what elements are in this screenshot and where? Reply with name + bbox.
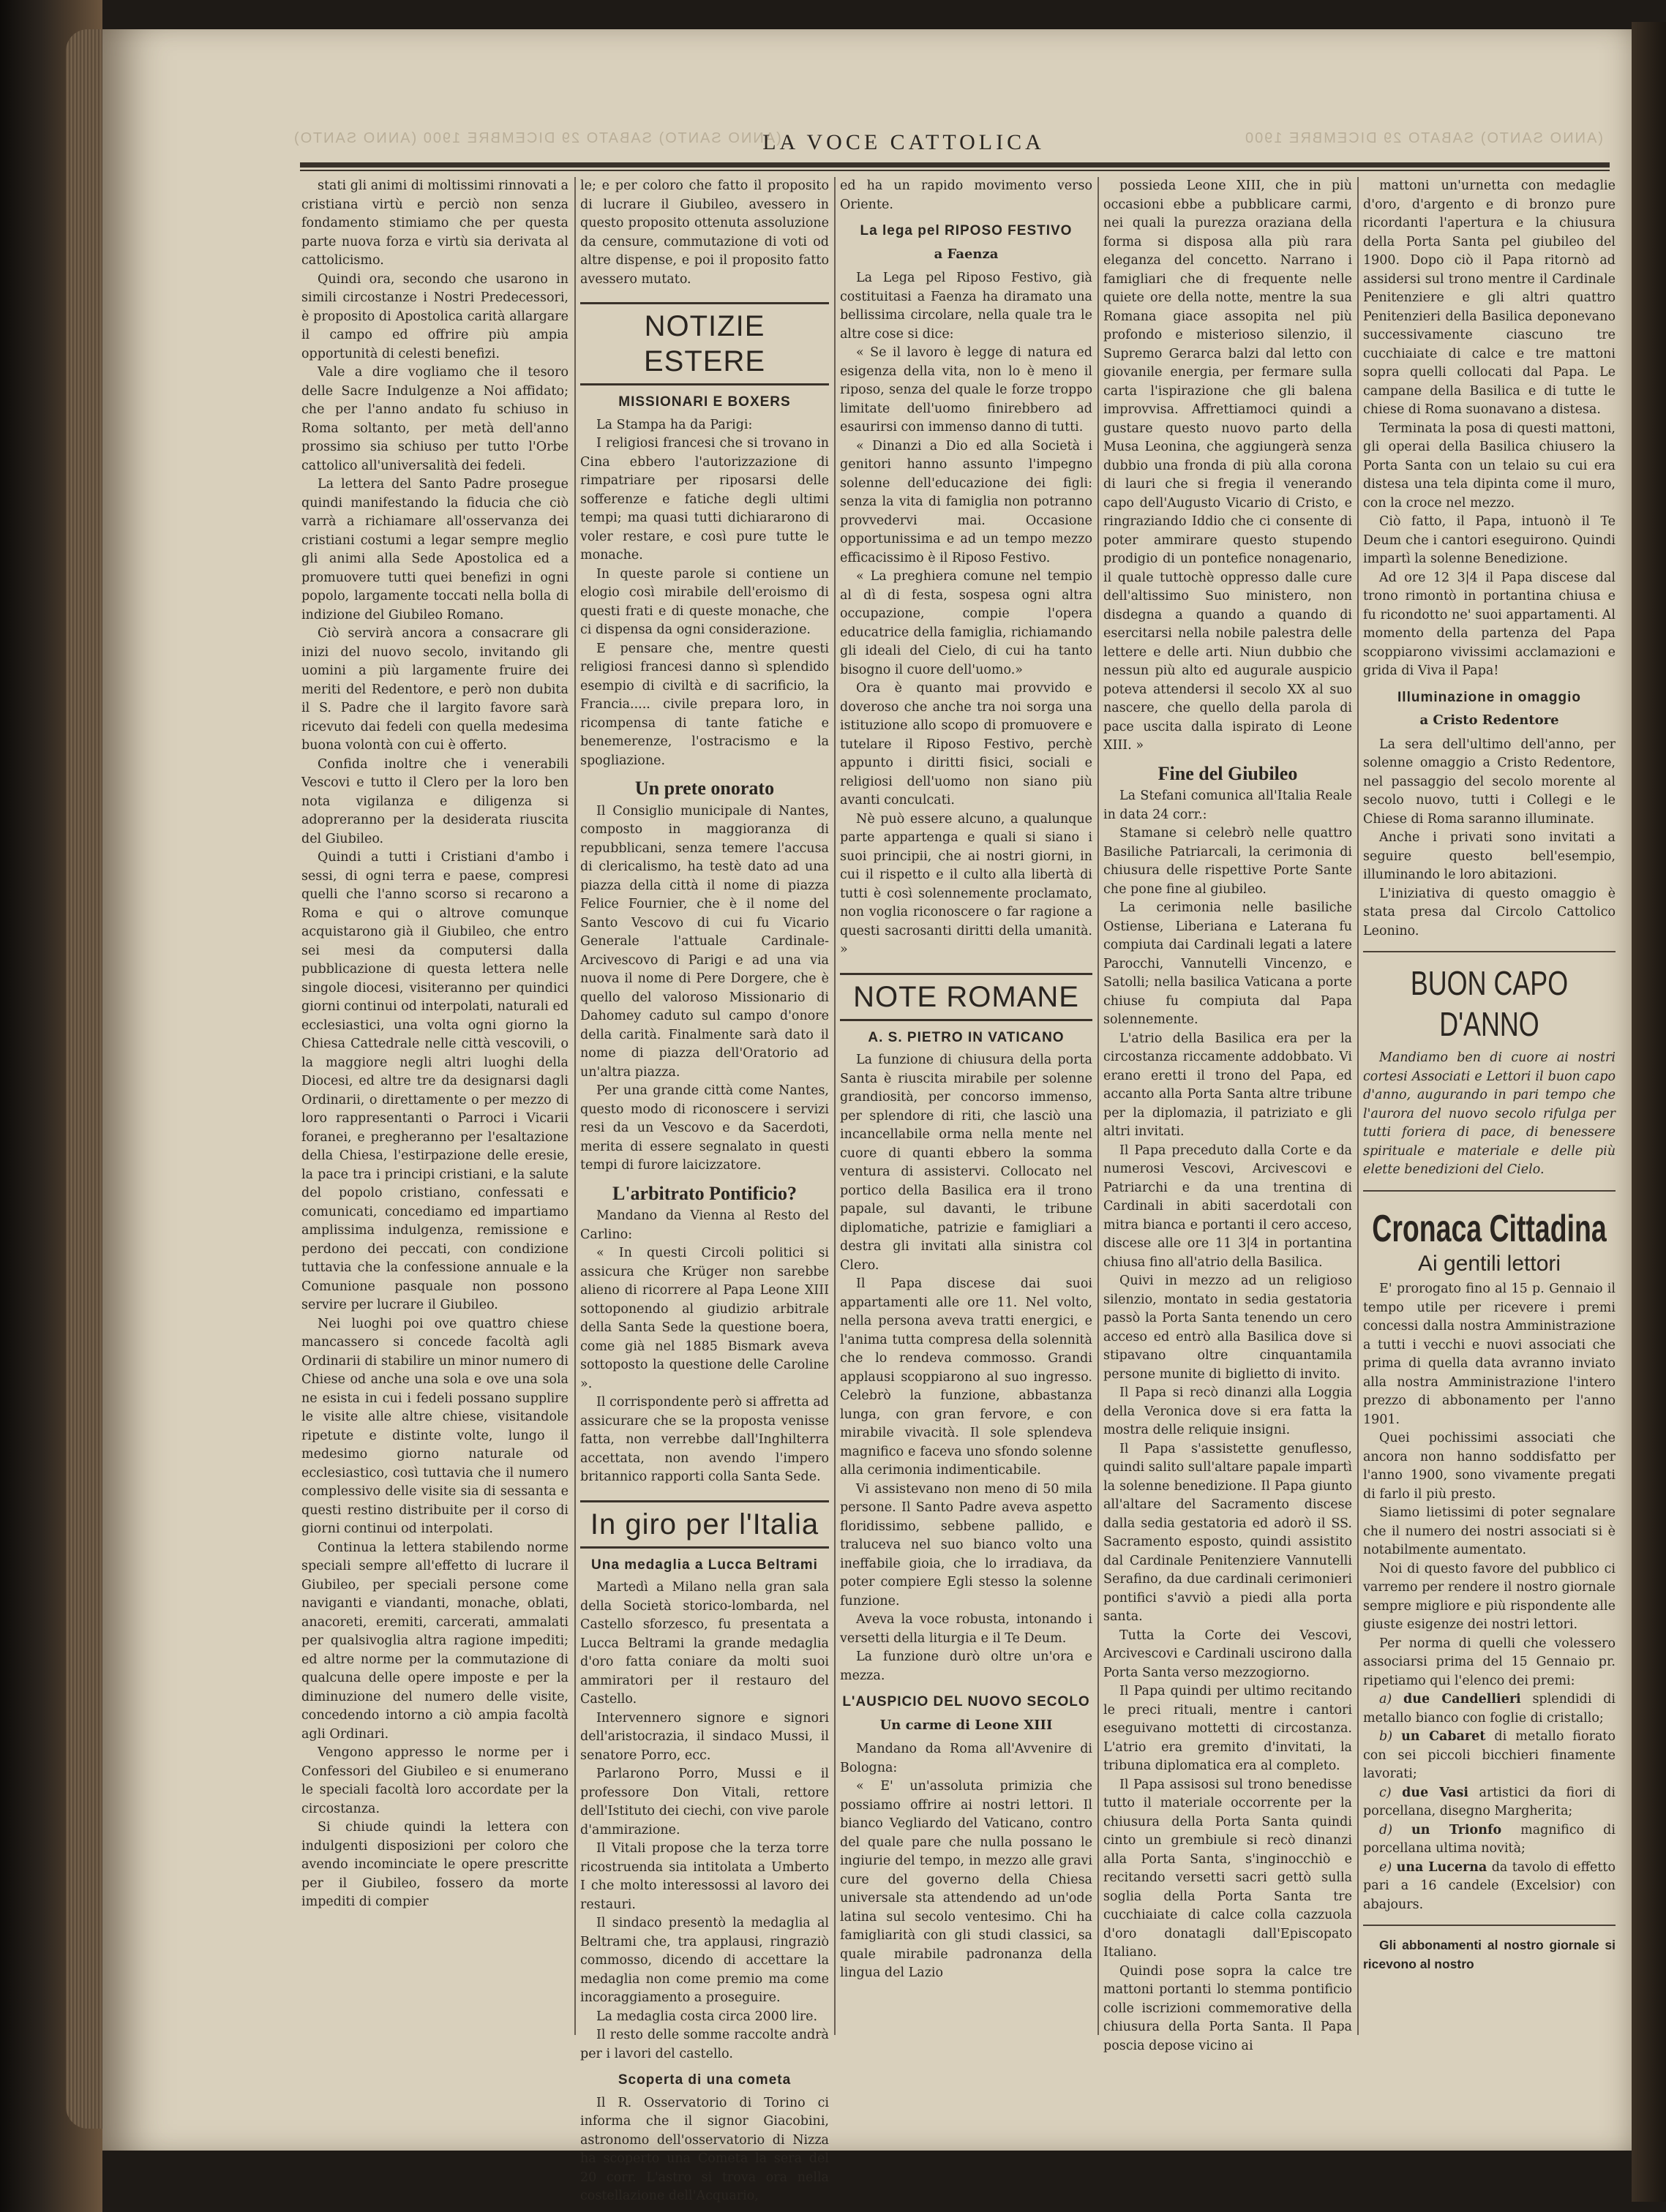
bleed-through-header-left: (ANNO SANTO) SABATO 29 DICEMBRE 1900 (ANNO SANTO) [293,130,781,146]
paragraph: Anche i privati sono invitati a seguire questo bell'esempio, illuminando le loro abitazioni. [1363,830,1616,882]
paragraph: « Dinanzi a Dio ed alla Società i genitori hanno assunto l'impegno solenne dell'educazione dei figli: senza la vita di famiglia non potranno provvedervi mai. Occasione opportunissima e ad un tempo mezzo efficacissimo è il Riposo Festivo. [840,438,1092,565]
paragraph: Si chiude quindi la lettera con indulgenti disposizioni per coloro che avendo incominciate le opere prescritte per il Giubileo, fossero da morte impediti di compier [301,1820,569,1909]
prize-item [1363,1728,1616,1784]
paragraph: Vale a dire vogliamo che il tesoro delle Sacre Indulgenze a Noi affidato; che per l'anno andato fu schiuso in Roma soltanto, per metà dell'anno prossimo sia schiuso per tutto l'Orbe cattolico all'universalità dei fedeli. [301,365,569,473]
prize-item [1363,1859,1616,1915]
paragraph: La Stampa ha da Parigi: [596,417,753,432]
paragraph: Quei pochissimi associati che ancora non hanno soddisfatto per l'anno 1900, sono vivamente pregati di farlo il più presto. [1363,1431,1616,1502]
paragraph: « La preghiera comune nel tempio al dì di festa, sospesa ogni altra occupazione, compie l'opera educatrice della famiglia, richiamando gli ideali del Cielo, di cui ha tanto bisogno il cuore dell'uomo.» [840,569,1092,677]
paragraph: Il R. Osservatorio di Torino ci informa che il signor Giacobini, astronomo dell'osservatorio di Nizza ha scoperto una Cometa la sera del 20 corr. L'astro si trova ora nella costellazione dell'Acquario, [580,2095,829,2203]
prize-item [1363,1690,1616,1728]
paragraph: Mandano da Roma all'Avvenire di Bologna: [840,1742,1092,1775]
paragraph: La sera dell'ultimo dell'anno, per solenne omaggio a Cristo Redentore, nel passaggio del secolo morente al secolo nuovo, tutti i Collegi e le Chiese di Roma saranno illuminate. [1363,737,1616,827]
section-title-note-romane: NOTE ROMANE [840,973,1092,1021]
paragraph: E pensare che, mentre questi religiosi francesi danno sì splendido esempio di civiltà e di sacrificio, la Francia..... civile prepara loro, in ricompensa di tante fatiche e benemerenze, l'ostracismo e la spogliazione. [580,641,829,768]
paragraph: Tutta la Corte dei Vescovi, Arcivescovi e Cardinali uscirono dalla Porta Santa verso mezzogiorno. [1103,1628,1352,1680]
paragraph: Il corrispondente però si affretta ad assicurare che se la proposta venisse fatta, non verrebbe dall'Inghilterra accettata, non avendo l'impero britannico rapporti colla Santa Sede. [580,1395,829,1484]
prize-name: due Candellieri [1403,1692,1521,1707]
paragraph: La funzione di chiusura della porta Santa è riuscita mirabile per solenne grandiosità, per concorso immenso, per splendore di riti, che lasciò una incancellabile orma nella mente nel cuore di quanti ebbero la somma ventura di assistervi. Collocato nel portico della Basilica era il trono papale, sul davanti, le tribune diplomatiche, patrizie e famigliari a destra gli invitati alla sinistra col Clero. [840,1053,1092,1273]
paragraph: L'iniziativa di questo omaggio è stata presa dal Circolo Cattolico Leonino. [1363,886,1616,938]
paragraph: Il Papa si recò dinanzi alla Loggia della Veronica dove si era fatta la mostra delle reliquie insigni. [1103,1385,1352,1437]
paragraph: Martedì a Milano nella gran sala della Società storico-lombarda, nel Castello sforzesco, fu presentata a Lucca Beltrami la grande medaglia d'oro fatta coniare da molti suoi ammiratori per il restauro del Castello. [580,1580,829,1707]
paragraph: La funzione durò oltre un'ora e mezza. [840,1649,1092,1683]
section-title-cronaca-cittadina: Cronaca Cittadina [1372,1207,1607,1250]
prize-name: una Lucerna [1396,1859,1487,1875]
section-rule [1363,1190,1616,1192]
column-divider [1097,177,1099,2035]
header-rule-thin [300,170,1610,171]
prize-description: splendidi di metallo bianco con foglie di cristallo; [1363,1692,1616,1726]
prize-letter: b) [1379,1729,1393,1744]
paragraph: Siamo lietissimi di poter segnalare che il numero dei nostri associati si è notabilmente aumentato. [1363,1505,1616,1557]
prize-name: un Cabaret [1401,1729,1486,1744]
paragraph: Continua la lettera stabilendo norme speciali sempre all'effetto di lucrare il Giubileo, per speciali persone come naviganti e viandanti, monache, oblati, anacoreti, eremiti, carcerati, ammalati per qualsivoglia altra ragione impediti; ed altre norme per la commutazione di qualcuna delle opere imposte e per la diminuzione del numero delle visite, concedendo intorno a ciò ampia facoltà agli Ordinari. [301,1540,569,1742]
paragraph: Nè può essere alcuno, a qualunque parte appartenga e quali si siano i suoi principii, che ai nostri giorni, in cui il rispetto e il culto alla libertà di tutti è così solennemente proclamato, non voglia riconoscere o far ragione a questi sacrosanti diritti della umanità. » [840,811,1092,957]
col2-intro: le; e per coloro che fatto il proposito di lucrare il Giubileo, avessero in questo proposito ottenuta assoluzione da censure, commutazione di voti od altre dispense, e poi il proposito fatto avessero mutato. [580,178,829,287]
paragraph: Ad ore 12 3|4 il Papa discese dal trono rimontò in portantina chiusa e fu ricondotto ne' suoi appartamenti. Al momento della partenza del Papa scoppiarono vivissimi acclamazioni e grida di Viva il Papa! [1363,570,1616,678]
paragraph: stati gli animi di moltissimi rinnovati a cristiana virtù e perciò non senza fondamento stimiamo che per questa parte nuova forza e virtù sia derivata al cattolicismo. [301,178,569,268]
article-title-pietro: A. S. PIETRO IN VATICANO [868,1029,1065,1045]
paragraph: Intervennero signore e signori dell'aristocrazia, il sindaco Mussi, il senatore Porro, ecc. [580,1710,829,1763]
article-title-fine-giubileo: Fine del Giubileo [1157,762,1298,784]
article-title-lega: La lega pel RIPOSO FESTIVO [860,223,1073,238]
column-1 [301,177,569,2039]
paragraph: Per norma di quelli che volessero associarsi prima del 15 Gennaio pr. ripetiamo qui l'elenco dei premi: [1363,1636,1616,1688]
newspaper-title: LA VOCE CATTOLICA [762,130,1045,154]
paragraph: possieda Leone XIII, che in più occasioni ebbe a pubblicare carmi, nei quali la purezza oraziana della forma si disposa alla più rara eleganza del concetto. Narrano i famigliari che di frequente nelle quiete ore della notte, mentre la sua Romana giace assopita nel più profondo e misterioso silenzio, il Supremo Gerarca balzi dal letto con giovanile energia, per fermare sulla carta l'ispirazione che gli balena improvvisa. Affrettiamoci quindi a gustare questo nuovo parto della Musa Leonina, che aggiungerà senza dubbio una fronda di più alla corona di lauri che si fregia il venerando capo dell'Augusto Vicario di Cristo, e ringraziando Iddio che ci consente di poter ammirare questo stupendo prodigio di un pontefice nonagenario, il quale tuttochè oppresso dalle cure dell'altissimo Suo ministero, non disdegna a quando a quando di esercitarsi nella nobile palestra delle lettere e delle arti. Niun dubbio che nessun più alto ed augurale auspicio poteva attendersi il secolo XX al suo nascere, che quello della parola di pace uscita dalla ispirato di Leone XIII. » [1103,178,1352,753]
paragraph: Quindi ora, secondo che usarono in simili circostanze i Nostri Predecessori, è proposito di Apostolica carità allargare il campo ed offrire più ampia opportunità di celesti benefizi. [301,271,569,361]
article-title-missionari: MISSIONARI E BOXERS [618,394,791,410]
column-divider [574,177,576,2035]
paragraph: Il Papa discese dai suoi appartamenti alle ore 11. Nel volto, nella persona aveva tratti energici, e l'anima tutta compresa della solennità che lo rendeva commosso. Grandi applausi scoppiarono al suo ingresso. Celebrò la funzione, abbastanza lunga, con gran fervore, e con mirabile vivacità. Il sole splendeva magnifico e faceva uno sfondo solenne alla cerimonia indimenticabile. [840,1276,1092,1478]
article-subtitle-auspicio: Un carme di Leone XIII [879,1717,1053,1733]
col3-intro: ed ha un rapido movimento verso Oriente. [840,178,1092,212]
paragraph: Il resto delle somme raccolte andrà per i lavori del castello. [580,2028,829,2061]
column-2 [580,177,829,2203]
paragraph: La Lega pel Riposo Festivo, già costituitasi a Faenza ha diramato una bellissima circolare, nella quale tra le altre cose si dice: [840,271,1092,342]
article-title-cometa: Scoperta di una cometa [618,2072,792,2088]
paragraph: E' prorogato fino al 15 p. Gennaio il tempo utile per ricevere i premi concessi dalla nostra Amministrazione a tutti i vecchi e nuovi associati che prima di quella data avranno inviato alla nostra Amministrazione l'intero prezzo di abbonamento per l'anno 1901. [1363,1282,1616,1427]
article-title-medaglia: Una medaglia a Lucca Beltrami [591,1557,818,1573]
paragraph: La lettera del Santo Padre prosegue quindi manifestando la fiducia che ciò varrà a richiamare all'osservanza dei cristiani costumi a legar sempre meglio gli animi alla Sede Apostolica ed a promuovere tutti quei benefizi in ogni popolo, largamente toccati nella bolla di indizione del Giubileo Romano. [301,477,569,622]
paragraph: « Se il lavoro è legge di natura ed esigenza della vita, non lo è meno il riposo, senza del quale le forze troppo limitate dell'uomo finirebbero ad esaurirsi con immenso danno di tutti. [840,345,1092,434]
paragraph: Ciò fatto, il Papa, intuonò il Te Deum che i cantori eseguirono. Quindi impartì la solenne Benedizione. [1363,514,1616,566]
column-divider [834,177,836,2035]
prize-name: un Trionfo [1411,1822,1502,1837]
prize-letter: d) [1379,1822,1393,1837]
masthead [190,130,1617,161]
paragraph: La cerimonia nelle basiliche Ostiense, Liberiana e Laterana fu compiuta dai Cardinali legati a latere Parocchi, Vannutelli Vincenzo, e Satolli; nella basilica Vaticana a porte chiuse fu compiuta dal Papa solennemente. [1103,900,1352,1027]
paragraph: I religiosi francesi che si trovano in Cina ebbero l'autorizzazione di rimpatriare per riposarsi delle sofferenze e fatiche degli ultimi tempi; ma quasi tutti dichiararono di voler restare, e così pure tutte le monache. [580,436,829,563]
paragraph: Il sindaco presentò la medaglia al Beltrami che, tra applausi, ringraziò commosso, dicendo di accettare la medaglia non come premio ma come incoraggiamento a proseguire. [580,1916,829,2005]
paragraph: Il Papa s'assistette genuflesso, quindi salito sull'altare papale impartì la solenne benedizione. Il Papa giunto all'altare del Sacramento discese dalla sedia gestatoria ed adorò il SS. Sacramento esposto, quindi assistito dal Cardinale Penitenziere Vannutelli Serafino, da due cardinali cerimonieri pontifici s'avviò a piedi alla porta santa. [1103,1441,1352,1624]
column-4 [1103,177,1352,2053]
paragraph: Quindi a tutti i Cristiani d'ambo i sessi, di ogni terra e paese, compresi quelli che l'anno scorso si recarono a Roma e qui o altrove comunque acquistarono già il Giubileo, che entro sei mesi da computersi dalla pubblicazione di questa lettera nelle singole diocesi, visiteranno per quindici giorni continui od interpolati, naturali ed ecclesiastici, una volta ogni giorno la Chiesa Cattedrale nelle città vescovili, o la maggiore negli altri luoghi della Diocesi, ed altre tre da designarsi dagli Ordinarii, o direttamente o per mezzo di loro rappresentanti o Parroci i Vicarii foranei, e pregheranno per l'esaltazione della Chiesa, l'estirpazione delle eresie, la pace tra i principi cristiani, e la salute del popolo cristiano, confessati e comunicati, concediamo ed impartiamo amplissima indulgenza, remissione e perdono dei peccati, con condizione tuttavia che la confessione annuale e la Comunione pasquale non possono servire per lucrare il Giubileo. [301,850,569,1312]
prize-description: da tavolo di effetto pari a 16 candele (Excelsior) con abajours. [1363,1859,1616,1912]
paragraph: Il Papa quindi per ultimo recitando le preci rituali, mentre i cantori eseguivano mottetti di circostanza. L'atrio era gremito d'invitati, la tribuna diplomatica era al completo. [1103,1684,1352,1773]
column-3 [840,177,1092,2039]
paragraph: Aveva la voce robusta, intonando i versetti della liturgia e il Te Deum. [840,1612,1092,1646]
prize-letter: e) [1379,1859,1392,1875]
paragraph: L'atrio della Basilica era per la circostanza riccamente addobbato. Vi erano eretti il trono del Papa, ed accanto alla Porta Santa altre tribune per la diplomazia, il patriziato e gli altri invitati. [1103,1031,1352,1139]
paragraph: « E' un'assoluta primizia che possiamo offrire ai nostri lettori. Il bianco Vegliardo del Vaticano, contro del quale pare che nulla possano le ingiurie del tempo, in mezzo alle gravi cure del governo della Chiesa universale sta attendendo ad un'ode latina sul secolo ventesimo. Chi ha famigliarità con gli studi classici, sa quale mirabile padronanza della lingua del Lazio [840,1779,1092,1980]
article-title-prete: Un prete onorato [634,778,775,799]
paragraph: In queste parole si contiene un elogio così mirabile dell'eroismo di questi frati e di queste monache, che ci dispensa da ogni considerazione. [580,566,829,637]
header-rule-thick [300,162,1610,168]
section-title-buon-capo: BUON CAPO D'ANNO [1410,964,1569,1043]
prize-description: magnifico di porcellana ultima novità; [1363,1822,1616,1856]
article-title-arbitrato: L'arbitrato Pontificio? [612,1182,797,1204]
section-rule [1363,951,1616,952]
prize-item [1363,1784,1616,1821]
paragraph: Parlarono Porro, Mussi e il professore Don Vitali, rettore dell'Istituto dei ciechi, con vive parole d'ammirazione. [580,1767,829,1837]
section-rule [1363,1925,1616,1926]
paragraph: Confida inoltre che i venerabili Vescovi e tutto il Clero per la loro ben nota vigilanza e diligenza si adopreranno per la desiderata riuscita del Giubileo. [301,756,569,846]
paragraph: Per una grande città come Nantes, questo modo di riconoscere i servizi resi da un Vescovo e da Sacerdoti, merita di essere segnalato in questi tempi di furore laicizzatore. [580,1083,829,1173]
paragraph: Il Vitali propose che la terza torre ricostruenda sia intitolata a Umberto I che molto interessossi al lavoro dei restauri. [580,1841,829,1912]
prize-name: due Vasi [1402,1785,1469,1800]
paragraph: Noi di questo favore del pubblico ci varremo per rendere il nostro giornale sempre migliore e più rispondente alle giuste esigenze dei nostri lettori. [1363,1561,1616,1632]
prize-letter: c) [1379,1785,1392,1800]
buon-capo-text: Mandiamo ben di cuore ai nostri cortesi Associati e Lettori il buon capo d'anno, augurando in pari tempo che l'aurora del nuovo secolo rifulga per tutti foriera di pace, di benessere spirituale e materiale e delle più elette benedizioni del Cielo. [1363,1050,1616,1177]
paragraph: La medaglia costa circa 2000 lire. [596,2009,818,2024]
paragraph: Ciò servirà ancora a consacrare gli inizi del nuovo secolo, invitando gli uomini a più largamente fruire dei meriti del Redentore, e però non dubita il S. Padre che il largito favore sarà ricevuto dai fedeli con quella medesima buona volontà con cui è offerto. [301,626,569,753]
prize-item [1363,1821,1616,1859]
prize-description: artistici da fiori di porcellana, disegno Margherita; [1363,1785,1616,1818]
section-title-in-giro: In giro per l'Italia [580,1500,829,1549]
column-divider [1357,177,1359,2035]
paragraph: Mandano da Vienna al Resto del Carlino: [580,1208,829,1242]
prize-description: di metallo fiorato con sei piccoli bicchieri finamente lavorati; [1363,1729,1616,1781]
paragraph: Il Consiglio municipale di Nantes, composto in maggioranza di repubblicani, senza temere l'accusa di clericalismo, ha testè dato ad una piazza della città il nome di piazza Felice Fournier, che è il nome del Santo Vescovo di cui fu Vicario Generale l'attuale Cardinale-Arcivescovo di Parigi e ad una via nuova il nome di Pere Dorgere, che è quello del valoroso Missionario di Dahomey caduto sul campo d'onore della carità. Finalmente sarà dato il nome di piazza dell'Oratorio ad un'altra piazza. [580,803,829,1080]
paragraph: La Stefani comunica all'Italia Reale in data 24 corr.: [1103,789,1352,822]
paragraph: Ora è quanto mai provvido e doveroso che anche tra noi sorga una istituzione allo scopo di promuovere e tutelare il Riposo Festivo, perchè appunto i diritti fisici, sociali e religiosi dell'uomo non siano più avanti conculcati. [840,681,1092,808]
paragraph: Il Papa preceduto dalla Corte e da numerosi Vescovi, Arcivescovi e Patriarchi e da una trentina di Cardinali in abiti sacerdotali con mitra bianca e portanti il cero acceso, discese alle ore 11 3|4 in portantina chiusa fino all'atrio della Basilica. [1103,1143,1352,1270]
paragraph: mattoni un'urnetta con medaglie d'oro, d'argento e di bronzo pure ricordanti l'apertura e la chiusura della Porta Santa pel giubileo del 1900. Dopo ciò il Papa ritornò ad assidersi sul trono mentre il Cardinale Penitenziere e gli altri quattro Penitenzieri della Basilica deponevano successivamente ciascuno tre cucchiaiate di calce e tre mattoni sopra quelli collocati dal Papa. Le campane della Basilica e di tutte le chiese di Roma suonavano a distesa. [1363,178,1616,417]
right-page-edge [1632,22,1666,2202]
paragraph: Vi assistevano non meno di 50 mila persone. Il Santo Padre aveva aspetto floridissimo, sebbene pallido, e traluceva nel suo bianco volto una ineffabile gioia, che lo irradiava, da poter compiere Egli stesso la solenne funzione. [840,1481,1092,1609]
column-5 [1363,177,1616,2039]
paragraph: Nei luoghi poi ove quattro chiese mancassero si concede facoltà agli Ordinarii di stabilire un minor numero di Chiese od anche una sola e ove una sola ne esista in cui i fedeli possano supplire le visite alle altre chiese, visitandole ripetute e distinte volte, lungo il medesimo giorno naturale od ecclesiastico, così tuttavia che il numero complessivo delle visite sia di sessanta e questi restino distribuite per il corso di giorni continui od interpolati. [301,1316,569,1536]
paragraph: Quindi pose sopra la calce tre mattoni portanti lo stemma pontificio colle iscrizioni commemorative della chiusura della Porta Santa. Il Papa poscia depose vicino ai [1103,1963,1352,2053]
abbonamenti-notice: Gli abbonamenti al nostro giornale si ricevono al nostro [1363,1938,1616,1971]
bleed-through-header-right: (ANNO SANTO) SABATO 29 DICEMBRE 1900 [1244,130,1604,146]
paragraph: Quivi in mezzo ad un religioso silenzio, montato in sedia gestatoria passò la Porta Santa tenendo un cero acceso ed entrò alla Basilica dove si stipavano oltre cinquantamila persone munite di biglietto di invito. [1103,1274,1352,1382]
prize-letter: a) [1379,1692,1392,1707]
paragraph: « In questi Circoli politici si assicura che Krüger non sarebbe alieno di ricorrere al Papa Leone XIII sottoponendo al giudizio arbitrale della Santa Sede la questione boera, come già nel 1885 Bismark aveva sottoposto la questione delle Caroline ». [580,1246,829,1391]
article-subtitle-lega: a Faenza [934,246,999,262]
article-title-auspicio: L'AUSPICIO DEL NUOVO SECOLO [842,1694,1090,1709]
article-title-illuminazione: Illuminazione in omaggio [1397,689,1581,705]
paragraph: Il Papa assisosi sul trono benedisse tutto il materiale occorrente per la chiusura della Porta Santa quindi cinto un grembiule si recò dinanzi alla Porta Santa, s'inginocchiò e recitando versetti sacri gettò sulla soglia della Porta Santa tre cucchiaiate di calce colla cazzuola d'oro donatagli dall'Episcopato Italiano. [1103,1777,1352,1960]
paragraph: Terminata la posa di questi mattoni, gli operai della Basilica chiusero la Porta Santa con un telaio su cui era distesa una tela dipinta come il muro, con la croce nel mezzo. [1363,421,1616,511]
section-title-notizie-estere: NOTIZIE ESTERE [580,302,829,385]
paragraph: Stamane si celebrò nelle quattro Basiliche Patriarcali, la cerimonia di chiusura delle rispettive Porte Sante che pone fine al giubileo. [1103,826,1352,897]
article-subtitle-illuminazione: a Cristo Redentore [1419,712,1559,728]
paragraph: Vengono appresso le norme per i Confessori del Giubileo e si enumerano le speciali facoltà loro accordate per la circostanza. [301,1745,569,1816]
article-title-gentili-lettori: Ai gentili lettori [1417,1251,1561,1276]
